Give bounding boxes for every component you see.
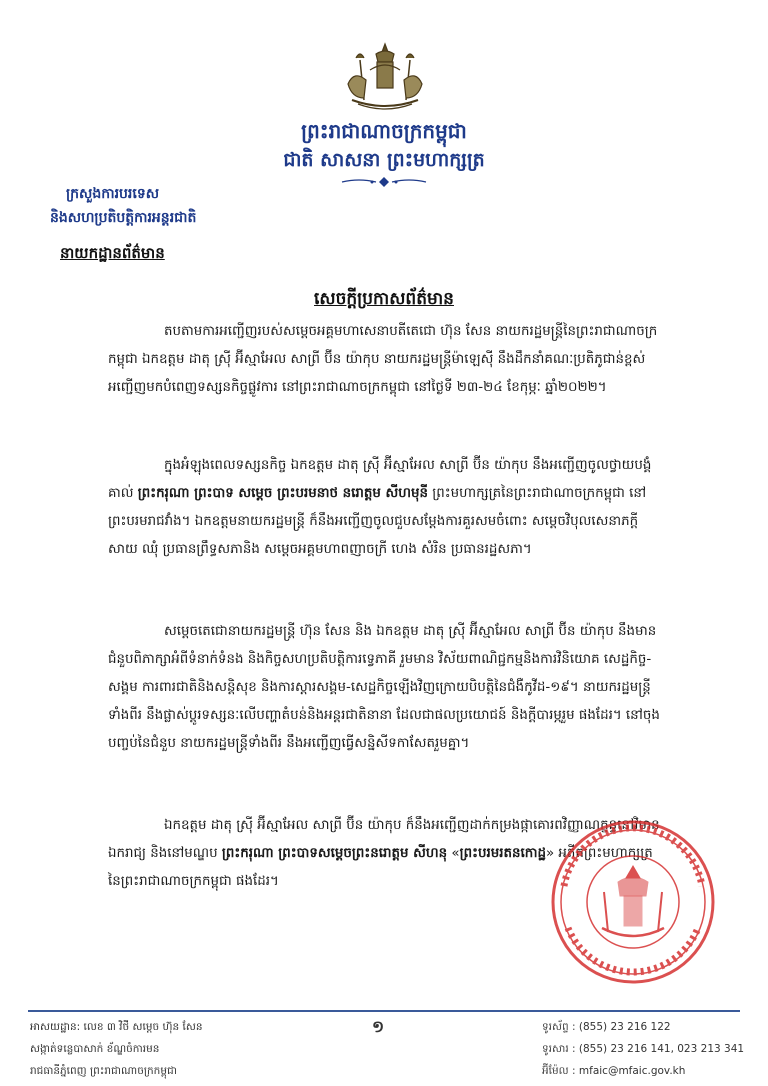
paragraph-2 xyxy=(108,452,664,564)
email-address[interactable]: mfaic@mfaic.gov.kh xyxy=(578,1065,686,1077)
fax-number: (855) 23 216 141, 023 213 341 xyxy=(578,1043,745,1055)
national-motto-heading: ជាតិ សាសនា ព្រះមហាក្សត្រ xyxy=(283,149,485,171)
paragraph-4-text-b: » អតីតព្រះមហាក្សត្រនៃព្រះរាជាណាចក្រកម្ពុជា ផងដែរ។ xyxy=(108,846,653,889)
paragraph-2-text-b: ព្រះមហាក្សត្រនៃព្រះរាជាណាចក្រកម្ពុជា នៅព្រះបរមរាជវាំង។ ឯកឧត្តមនាយករដ្ឋមន្ត្រី ក៏នឹងអញ្ជើញចូលជួបសម្តែងការគួរសមចំពោះ សម្តេចវិបុលសេនាភក្តី សាយ ឈុំ ប្រធានព្រឹទ្ធសភានិង សម្តេចអគ្គមហាពញាចក្រី ហេង សំរិន ប្រធានរដ្ឋសភា។ xyxy=(108,486,647,557)
paragraph-4-king-father-name: ព្រះករុណា ព្រះបាទសម្តេចព្រះនរោត្តម សីហនុ xyxy=(221,846,448,861)
address-line-1: អាសយដ្ឋាន: លេខ ៣ វិថី សម្តេច ហ៊ុន សែន xyxy=(30,1021,203,1033)
address-line-3: រាជធានីភ្នំពេញ ព្រះរាជាណាចក្រកម្ពុជា xyxy=(30,1065,177,1077)
phone-label: ទូរស័ព្ទ : xyxy=(542,1021,576,1033)
phone-row xyxy=(542,1016,744,1038)
royal-coat-of-arms-emblem xyxy=(330,40,440,112)
address-line-2: សង្កាត់ទន្លេបាសាក់ ខ័ណ្ឌចំការមន xyxy=(30,1043,160,1055)
decorative-divider-icon xyxy=(334,176,434,188)
email-label: អ៊ីម៉ែល : xyxy=(542,1065,576,1077)
paragraph-2-text-a: ក្នុងអំឡុងពេលទស្សនកិច្ច ឯកឧត្តម ដាតុ ស្រ៊ី អ៊ីស្មាអែល សាព្រី ប៊ីន យ៉ាកុប នឹងអញ្ជើញចូលថ្វាយបង្គំគាល់ xyxy=(108,458,652,501)
department-name: នាយកដ្ឋានព័ត៌មាន xyxy=(60,244,165,262)
paragraph-4-quote-open: « xyxy=(447,846,460,861)
page-number: ១ xyxy=(372,1017,385,1036)
ministry-name-line-1: ក្រសួងការបរទេស xyxy=(66,186,160,202)
footer-address xyxy=(30,1016,203,1082)
ministry-name-line-2: និងសហប្រតិបត្តិការអន្តរជាតិ xyxy=(50,210,197,226)
paragraph-4-text-a: ឯកឧត្តម ដាតុ ស្រ៊ី អ៊ីស្មាអែល សាព្រី ប៊ីន យ៉ាកុប ក៏នឹងអញ្ជើញដាក់កម្រងផ្កាគោរពវិញ្ញាណក្ខន្ធនៅវិមានឯករាជ្យ និងនៅមណ្ឌប xyxy=(108,818,660,861)
footer-contact-info xyxy=(542,1016,744,1082)
official-seal-stamp xyxy=(546,816,720,988)
paragraph-2-king-name: ព្រះករុណា ព្រះបាទ សម្តេច ព្រះបរមនាថ នរោត្តម សីហមុនី xyxy=(137,486,429,501)
fax-label: ទូរសារ : xyxy=(542,1043,576,1055)
press-release-title: សេចក្តីប្រកាសព័ត៌មាន xyxy=(314,289,454,309)
paragraph-4-stupa-name: ព្រះបរមរតនកោដ្ឋ xyxy=(459,846,546,861)
paragraph-3: សម្តេចតេជោនាយករដ្ឋមន្ត្រី ហ៊ុន សែន និង ឯកឧត្តម ដាតុ ស្រ៊ី អ៊ីស្មាអែល សាព្រី ប៊ីន យ៉ាកុប នឹងមានជំនួបពិភាក្សាអំពីទំនាក់ទំនង និងកិច្ចសហប្រតិបត្តិការទ្វេភាគី រួមមាន វិស័យពាណិជ្ជកម្មនិងការវិនិយោគ សេដ្ឋកិច្ច-សង្គម ការពារជាតិនិងសន្តិសុខ និងការស្តារសង្គម-សេដ្ឋកិច្ចឡើងវិញក្រោយបិបត្តិនៃជំងឺកូវីដ-១៩។ នាយករដ្ឋមន្ត្រីទាំងពីរ នឹងផ្លាស់ប្តូរទស្សនៈលើបញ្ហាតំបន់និងអន្តរជាតិនានា ដែលជាផលប្រយោជន៍ និងក្តីបារម្ភរួម ផងដែរ។ នៅចុងបញ្ចប់នៃជំនួប នាយករដ្ឋមន្ត្រីទាំងពីរ នឹងអញ្ជើញធ្វើសន្និសីទកាសែតរួមគ្នា។ xyxy=(108,624,660,751)
paragraph-1: តបតាមការអញ្ជើញរបស់សម្តេចអគ្គមហាសេនាបតីតេជោ ហ៊ុន សែន នាយករដ្ឋមន្ត្រីនៃព្រះរាជាណាចក្រកម្ពុជា ឯកឧត្តម ដាតុ ស្រ៊ី អ៊ីស្មាអែល សាព្រី ប៊ីន យ៉ាកុប នាយករដ្ឋមន្ត្រីម៉ាឡេស៊ី នឹងដឹកនាំគណៈប្រតិភូជាន់ខ្ពស់អញ្ជើញមកបំពេញទស្សនកិច្ចផ្លូវការ នៅព្រះរាជាណាចក្រកម្ពុជា នៅថ្ងៃទី ២៣-២៤ ខែកុម្ភៈ ឆ្នាំ២០២២។ xyxy=(108,324,658,395)
phone-number: (855) 23 216 122 xyxy=(578,1021,671,1033)
footer-divider xyxy=(28,1010,740,1012)
fax-row xyxy=(542,1038,744,1060)
email-row xyxy=(542,1060,744,1082)
kingdom-name-heading: ព្រះរាជាណាចក្រកម្ពុជា xyxy=(301,119,467,143)
